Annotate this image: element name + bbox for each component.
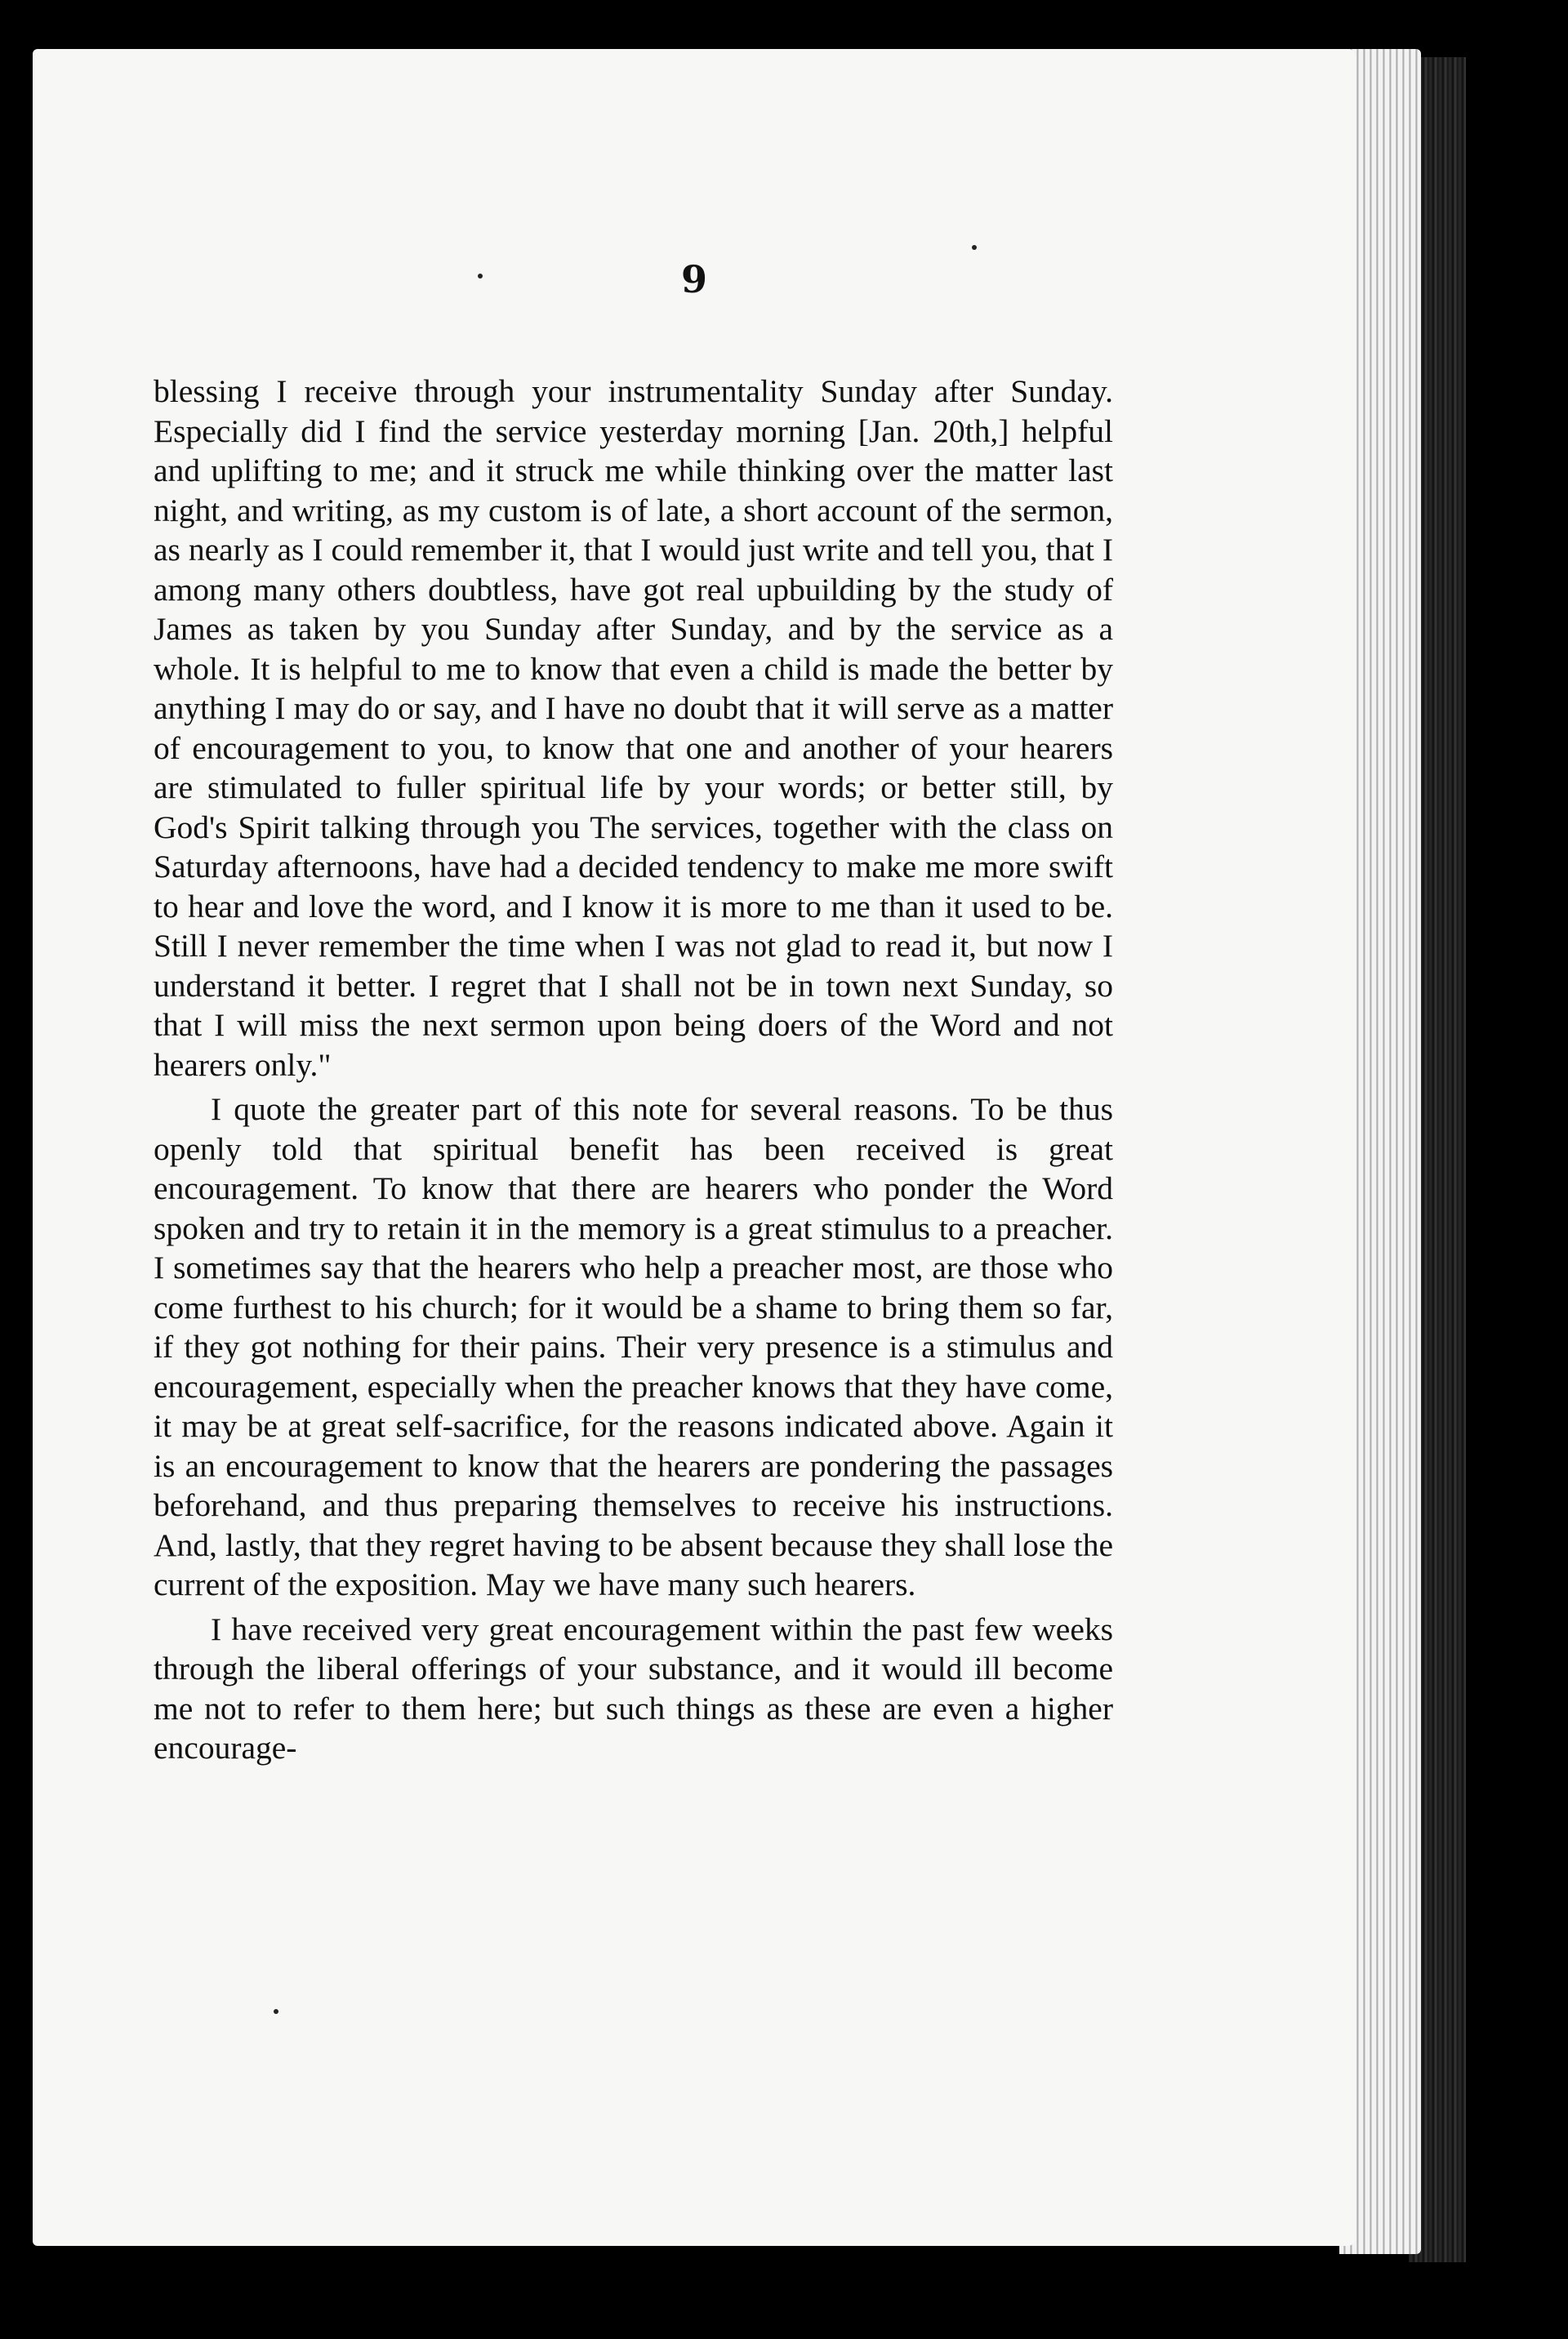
paragraph-quote-reasons: I quote the greater part of this note for several reasons. To be thus openly told that spiritual benefit has been received is great encouragement. To know that there are hearers who ponder the Word spoken and try to retain it in the memory is a great stimulus to a preacher. I sometimes say that the hearers who help a preacher most, are those who come furthest to his church; for it would be a shame to bring them so far, if they got nothing for their pains. Their very presence is a stimulus and encouragement, especially when the preacher knows that they have come, it may be at great self-sacrifice, for the reasons indicated above. Again it is an encouragement to know that the hearers are pondering the passages beforehand, and thus preparing themselves to receive his instructions. And, lastly, that they regret having to be absent because they shall lose the current of the exposition. May we have many such hearers. <box>154 1091 1113 1602</box>
body-text <box>154 372 1113 1768</box>
dust-speck <box>274 2009 278 2014</box>
paragraph-letter-continuation: blessing I receive through your instrumentality Sunday after Sunday. Especially did I find the service yesterday morning [Jan. 20th,] helpful and uplifting to me; and it struck me while thinking over the matter last night, and writing, as my custom is of late, a short account of the sermon, as nearly as I could remember it, that I would just write and tell you, that I among many others doubtless, have got real upbuilding by the study of James as taken by you Sunday after Sunday, and by the service as a whole. It is helpful to me to know that even a child is made the better by anything I may do or say, and I have no doubt that it will serve as a matter of encouragement to you, to know that one and another of your hearers are stimulated to fuller spiritual life by your words; or better still, by God's Spirit talking through you The services, together with the class on Saturday afternoons, have had a decided tendency to make me more swift to hear and love the word, and I know it is more to me than it used to be. Still I never remember the time when I was not glad to read it, but now I understand it better. I regret that I shall not be in town next Sunday, so that I will miss the next sermon upon being doers of the Word and not hearers only." <box>154 373 1113 1083</box>
page-number: 9 <box>680 257 707 301</box>
paragraph-encouragement: I have received very great encouragement within the past few weeks through the liberal offerings of your substance, and it would ill become me not to refer to them here; but such things as these are even a higher encourage- <box>154 1611 1113 1766</box>
dust-speck <box>972 245 977 250</box>
book-page <box>33 49 1356 2246</box>
